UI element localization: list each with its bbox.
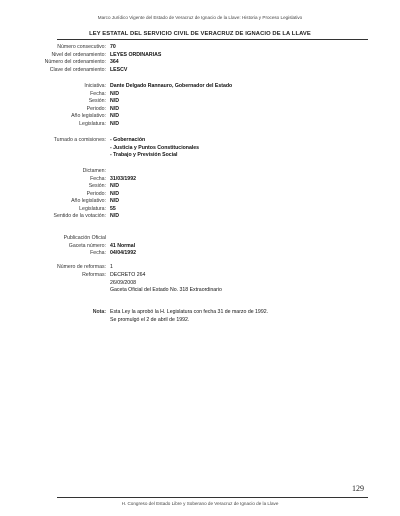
comision-row [0,145,400,152]
field-nivel-ordenamiento [0,52,400,59]
field-iniciativa [0,83,400,90]
reforma-row [0,287,400,294]
field-value: 31/03/1992 [110,175,136,182]
field-value: 04/04/1992 [110,250,136,256]
field-iniciativa-fecha [0,91,400,98]
field-gaceta-numero [0,243,400,250]
footer-rule [57,497,368,498]
field-reformas [0,272,400,279]
comision-row [0,152,400,159]
field-label: Iniciativa: [84,83,106,89]
field-dictamen-anio [0,198,400,205]
field-value: LEYES ORDINARIAS [110,51,162,58]
field-value: Dante Delgado Rannauro, Gobernador del Estado [110,83,233,89]
field-label: Turnado a comisiones: [53,137,106,143]
field-dictamen-fecha [0,176,400,183]
field-label: Fecha: [90,90,106,97]
field-label: Año legislativo: [71,113,106,119]
field-iniciativa-periodo [0,106,400,113]
field-value: N/D [110,183,119,189]
field-dictamen-periodo [0,191,400,198]
field-value: N/D [110,190,119,197]
field-value: N/D [110,213,119,219]
field-label: Sentido de la votación: [53,213,106,219]
field-label: Gaceta número: [68,242,106,249]
field-numero-reformas [0,264,400,271]
field-iniciativa-anio [0,113,400,120]
field-label: Legislatura: [79,120,106,127]
field-label: Periodo: [86,190,106,197]
reforma-line: Gaceta Oficial del Estado No. 318 Extraordinario [110,287,222,293]
dictamen-heading: Dictamen: [82,168,106,174]
running-header: Marco Jurídico Vigente del Estado de Veracruz de Ignacio de la Llave: Historia y Proceso Legislativo [97,15,303,20]
dictamen-heading-row [0,168,400,175]
field-value: 1 [110,264,113,270]
field-label: Fecha: [90,175,106,182]
reforma-line: DECRETO 264 [110,272,146,278]
field-label: Número del ordenamiento: [44,59,106,65]
running-footer: H. Congreso del Estado Libre y Soberano de Veracruz de Ignacio de la Llave [121,501,279,506]
field-label: Número consecutivo: [57,44,106,50]
publicacion-heading: Publicación Oficial [63,235,106,241]
field-numero-consecutivo [0,44,400,51]
field-dictamen-votacion [0,213,400,220]
field-value: 55 [110,205,116,212]
page-number: 129 [352,484,364,493]
field-value: 41 Normal [110,242,136,249]
field-value: N/D [110,198,119,204]
field-label: Sesión: [88,183,106,189]
law-title: LEY ESTATAL DEL SERVICIO CIVIL DE VERACRUZ DE IGNACIO DE LA LLAVE [89,31,311,37]
nota-row [0,317,400,324]
nota-line: Esta Ley la aprobó la H. Legislatura con fecha 31 de marzo de 1992. [110,309,269,315]
field-label: Sesión: [88,98,106,104]
field-dictamen-sesion [0,183,400,190]
field-label: Año legislativo: [71,198,106,204]
field-clave-ordenamiento [0,67,400,74]
publicacion-heading-row [0,235,400,242]
field-value: N/D [110,98,119,104]
field-numero-ordenamiento [0,59,400,66]
nota-line: Se promulgó el 2 de abril de 1992. [110,316,190,323]
field-label: Periodo: [86,105,106,112]
field-value: N/D [110,120,119,127]
field-label: Clave del ordenamiento: [49,66,106,73]
comision-item: - Justicia y Puntos Constitucionales [110,144,200,151]
field-label: Legislatura: [79,205,106,212]
field-label: Número de reformas: [56,264,106,270]
field-label: Reformas: [82,272,106,278]
field-nota [0,309,400,316]
field-gaceta-fecha [0,250,400,257]
field-label: Nivel del ordenamiento: [51,51,106,58]
comision-item: - Trabajo y Previsión Social [110,152,178,158]
field-value: N/D [110,105,119,112]
comision-item: - Gobernación [110,137,146,143]
reforma-row [0,280,400,287]
field-iniciativa-sesion [0,98,400,105]
field-comisiones [0,137,400,144]
field-value: N/D [110,113,119,119]
title-rule [57,39,368,40]
field-iniciativa-legislatura [0,121,400,128]
field-value: LESCV [110,66,128,73]
field-value: N/D [110,90,119,97]
field-value: 70 [110,44,116,50]
field-label: Nota: [92,309,106,315]
field-label: Fecha: [90,250,106,256]
field-value: 364 [110,59,119,65]
reforma-line: 26/09/2008 [110,279,136,286]
field-dictamen-legislatura [0,206,400,213]
